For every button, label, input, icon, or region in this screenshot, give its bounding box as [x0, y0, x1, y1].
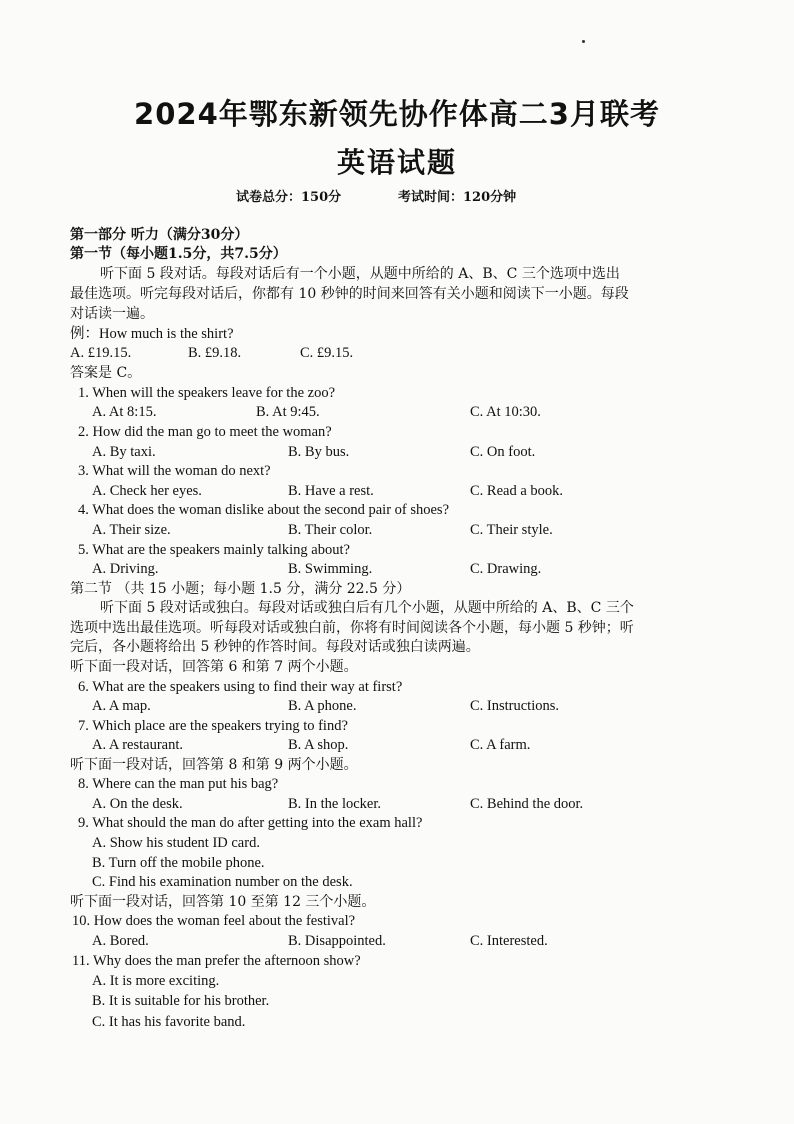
- question-4: 4. What does the woman dislike about the second pair of shoes?: [78, 502, 450, 518]
- instruction2-line: 完后，各小题将给出 5 秒钟的作答时间。每段对话或独白读两遍。: [70, 639, 480, 655]
- q11-option-a: A. It is more exciting.: [92, 973, 220, 989]
- instruction-line: 对话读一遍。: [70, 306, 154, 322]
- q7-option-b: B. A shop.: [288, 737, 349, 753]
- q1-option-a: A. At 8:15.: [92, 404, 157, 420]
- q8-option-a: A. On the desk.: [92, 796, 183, 812]
- q2-option-b: B. By bus.: [288, 444, 350, 460]
- q7-option-a: A. A restaurant.: [92, 737, 184, 753]
- q3-option-c: C. Read a book.: [470, 483, 564, 499]
- speck: [582, 40, 585, 43]
- example-option-a: A. £19.15.: [70, 345, 132, 361]
- q2-option-a: A. By taxi.: [92, 444, 156, 460]
- section2-heading: 第二节 （共 15 小题；每小题 1.5 分，满分 22.5 分）: [70, 581, 411, 597]
- question-7: 7. Which place are the speakers trying to find?: [78, 718, 348, 734]
- q11-option-c: C. It has his favorite band.: [92, 1014, 246, 1030]
- q11-option-b: B. It is suitable for his brother.: [92, 993, 270, 1009]
- q9-option-c: C. Find his examination number on the desk.: [92, 874, 353, 890]
- question-10: 10. How does the woman feel about the festival?: [72, 913, 356, 929]
- instruction2-line: 听下面 5 段对话或独白。每段对话或独白后有几个小题，从题中所给的 A、B、C 三个: [100, 600, 634, 616]
- q5-option-b: B. Swimming.: [288, 561, 373, 577]
- example-question: 例：How much is the shirt?: [70, 326, 234, 342]
- example-answer: 答案是 C。: [70, 365, 142, 381]
- exam-time: 考试时间：120分钟: [398, 190, 517, 205]
- q10-option-c: C. Interested.: [470, 933, 548, 949]
- question-11: 11. Why does the man prefer the afternoon show?: [72, 953, 361, 969]
- q4-option-a: A. Their size.: [92, 522, 171, 538]
- exam-title: 2024年鄂东新领先协作体高二3月联考: [134, 97, 660, 131]
- q9-option-b: B. Turn off the mobile phone.: [92, 855, 265, 871]
- q6-option-c: C. Instructions.: [470, 698, 560, 714]
- exam-subtitle: 英语试题: [336, 146, 457, 179]
- q10-option-b: B. Disappointed.: [288, 933, 386, 949]
- example-option-b: B. £9.18.: [188, 345, 242, 361]
- question-6: 6. What are the speakers using to find their way at first?: [78, 679, 403, 695]
- q3-option-b: B. Have a rest.: [288, 483, 374, 499]
- instruction2-line: 选项中选出最佳选项。听每段对话或独白前，你将有时间阅读各个小题，每小题 5 秒钟；听: [70, 620, 634, 636]
- group-2-intro: 听下面一段对话，回答第 8 和第 9 两个小题。: [70, 757, 358, 773]
- q1-option-b: B. At 9:45.: [256, 404, 320, 420]
- example-option-c: C. £9.15.: [300, 345, 354, 361]
- q4-option-b: B. Their color.: [288, 522, 373, 538]
- question-3: 3. What will the woman do next?: [78, 463, 271, 479]
- q8-option-b: B. In the locker.: [288, 796, 382, 812]
- q4-option-c: C. Their style.: [470, 522, 553, 538]
- q1-option-c: C. At 10:30.: [470, 404, 541, 420]
- q6-option-b: B. A phone.: [288, 698, 357, 714]
- part1-heading: 第一部分 听力（满分30分）: [70, 227, 249, 243]
- q6-option-a: A. A map.: [92, 698, 151, 714]
- q9-option-a: A. Show his student ID card.: [92, 835, 260, 851]
- q2-option-c: C. On foot.: [470, 444, 536, 460]
- question-8: 8. Where can the man put his bag?: [78, 776, 279, 792]
- question-5: 5. What are the speakers mainly talking about?: [78, 542, 350, 558]
- q8-option-c: C. Behind the door.: [470, 796, 584, 812]
- question-9: 9. What should the man do after getting into the exam hall?: [78, 815, 423, 831]
- q7-option-c: C. A farm.: [470, 737, 531, 753]
- q5-option-c: C. Drawing.: [470, 561, 542, 577]
- group-1-intro: 听下面一段对话，回答第 6 和第 7 两个小题。: [70, 659, 358, 675]
- question-2: 2. How did the man go to meet the woman?: [78, 424, 332, 440]
- q3-option-a: A. Check her eyes.: [92, 483, 202, 499]
- question-1: 1. When will the speakers leave for the zoo?: [78, 385, 336, 401]
- instruction-line: 听下面 5 段对话。每段对话后有一个小题，从题中所给的 A、B、C 三个选项中选出: [100, 266, 620, 282]
- section1-heading: 第一节（每小题1.5分，共7.5分）: [70, 246, 287, 262]
- total-score: 试卷总分：150分: [236, 190, 342, 205]
- group-3-intro: 听下面一段对话，回答第 10 至第 12 三个小题。: [70, 894, 376, 910]
- q10-option-a: A. Bored.: [92, 933, 149, 949]
- q5-option-a: A. Driving.: [92, 561, 159, 577]
- instruction-line: 最佳选项。听完每段对话后，你都有 10 秒钟的时间来回答有关小题和阅读下一小题。每段: [70, 286, 629, 302]
